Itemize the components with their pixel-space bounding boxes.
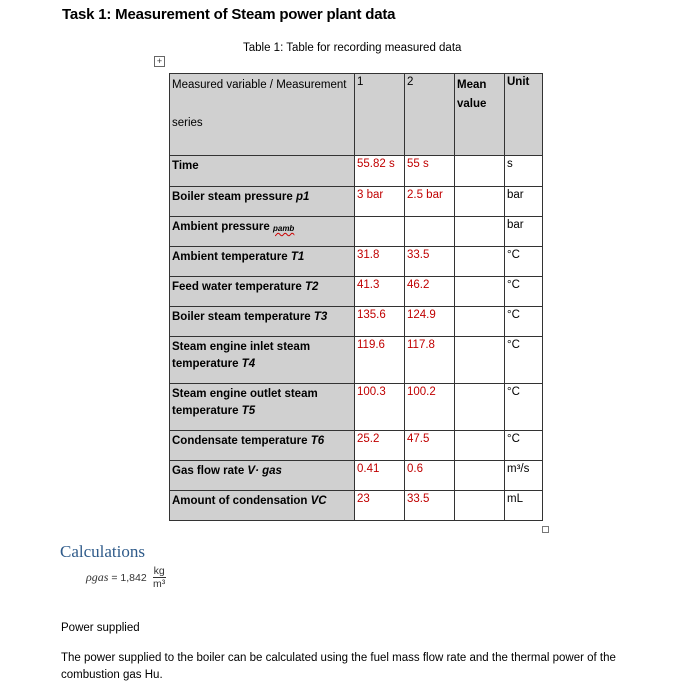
row-label: Steam engine inlet steam temperature T4 — [170, 337, 355, 384]
density-unit: $\frac{kg}{\text{m³}}$ — [153, 565, 166, 590]
row-label: Ambient temperature T1 — [170, 247, 355, 277]
gas-density-formula — [86, 566, 166, 590]
mean-value — [455, 187, 505, 217]
unit-value: mL — [505, 491, 543, 521]
mean-value — [455, 431, 505, 461]
series-1-value: 25.2 — [355, 431, 405, 461]
table-row — [170, 384, 543, 431]
unit-value: °C — [505, 337, 543, 384]
row-symbol: T4 — [241, 358, 256, 370]
table-move-icon[interactable]: + — [154, 56, 165, 67]
mean-value — [455, 461, 505, 491]
rho-symbol: ρgas — [86, 569, 109, 584]
unit-value: °C — [505, 247, 543, 277]
series-1-value: 55.82 s — [355, 156, 405, 187]
series-1-value: 0.41 — [355, 461, 405, 491]
series-1-value: 3 bar — [355, 187, 405, 217]
calculations-heading: Calculations — [60, 542, 145, 561]
power-supplied-paragraph: The power supplied to the boiler can be calculated using the fuel mass flow rate and the thermal power of the combustion gas Hu. — [61, 652, 616, 681]
series-2-value: 33.5 — [405, 491, 455, 521]
power-supplied-heading: Power supplied — [61, 622, 140, 634]
row-label: Steam engine outlet steam temperature T5 — [170, 384, 355, 431]
table-row — [170, 307, 543, 337]
mean-value — [455, 307, 505, 337]
row-symbol: VC — [310, 495, 327, 507]
header-series-1: 1 — [355, 74, 405, 156]
series-2-value: 100.2 — [405, 384, 455, 431]
table-row — [170, 277, 543, 307]
row-label: Ambient pressure pamb — [170, 217, 355, 247]
table-row — [170, 217, 543, 247]
table-row — [170, 461, 543, 491]
row-label: Condensate temperature T6 — [170, 431, 355, 461]
series-2-value: 0.6 — [405, 461, 455, 491]
table-header-row — [170, 74, 543, 156]
series-2-value — [405, 217, 455, 247]
row-symbol: T1 — [290, 251, 305, 263]
row-symbol: T2 — [304, 281, 319, 293]
table-row — [170, 491, 543, 521]
table-row — [170, 156, 543, 187]
header-series-2: 2 — [405, 74, 455, 156]
series-1-value: 41.3 — [355, 277, 405, 307]
row-label: Boiler steam pressure p1 — [170, 187, 355, 217]
row-symbol: p1 — [296, 191, 310, 203]
table-row — [170, 431, 543, 461]
series-2-value: 46.2 — [405, 277, 455, 307]
row-symbol: T3 — [313, 311, 328, 323]
row-label: Time — [170, 156, 355, 187]
table-row — [170, 337, 543, 384]
header-variable: Measured variable / Measurement series — [170, 74, 355, 156]
series-2-value: 117.8 — [405, 337, 455, 384]
series-1-value: 23 — [355, 491, 405, 521]
series-1-value: 31.8 — [355, 247, 405, 277]
unit-value: m³/s — [505, 461, 543, 491]
density-value: = 1,842 — [108, 571, 150, 584]
series-2-value: 55 s — [405, 156, 455, 187]
row-symbol: T6 — [310, 435, 325, 447]
header-mean: Mean value — [455, 74, 505, 156]
measurement-table — [169, 73, 543, 521]
mean-value — [455, 491, 505, 521]
series-2-value: 124.9 — [405, 307, 455, 337]
task-title: Task 1: Measurement of Steam power plant data — [62, 6, 396, 23]
row-label: Feed water temperature T2 — [170, 277, 355, 307]
unit-value: s — [505, 156, 543, 187]
table-row — [170, 247, 543, 277]
series-2-value: 2.5 bar — [405, 187, 455, 217]
table-row — [170, 187, 543, 217]
series-2-value: 47.5 — [405, 431, 455, 461]
row-label: Boiler steam temperature T3 — [170, 307, 355, 337]
row-symbol: pamb — [272, 224, 295, 233]
mean-value — [455, 337, 505, 384]
mean-value — [455, 384, 505, 431]
series-1-value — [355, 217, 405, 247]
unit-value: bar — [505, 187, 543, 217]
series-1-value: 119.6 — [355, 337, 405, 384]
mean-value — [455, 277, 505, 307]
header-unit: Unit — [505, 74, 543, 156]
series-2-value: 33.5 — [405, 247, 455, 277]
table-caption: Table 1: Table for recording measured data — [243, 42, 462, 54]
row-label: Amount of condensation VC — [170, 491, 355, 521]
unit-value: °C — [505, 277, 543, 307]
unit-value: °C — [505, 384, 543, 431]
series-1-value: 135.6 — [355, 307, 405, 337]
table-resize-handle[interactable] — [542, 526, 549, 533]
unit-value: °C — [505, 307, 543, 337]
mean-value — [455, 217, 505, 247]
mean-value — [455, 156, 505, 187]
row-symbol: T5 — [241, 405, 256, 417]
mean-value — [455, 247, 505, 277]
series-1-value: 100.3 — [355, 384, 405, 431]
unit-value: °C — [505, 431, 543, 461]
row-symbol: V· gas — [247, 465, 282, 477]
row-label: Gas flow rate V· gas — [170, 461, 355, 491]
unit-value: bar — [505, 217, 543, 247]
